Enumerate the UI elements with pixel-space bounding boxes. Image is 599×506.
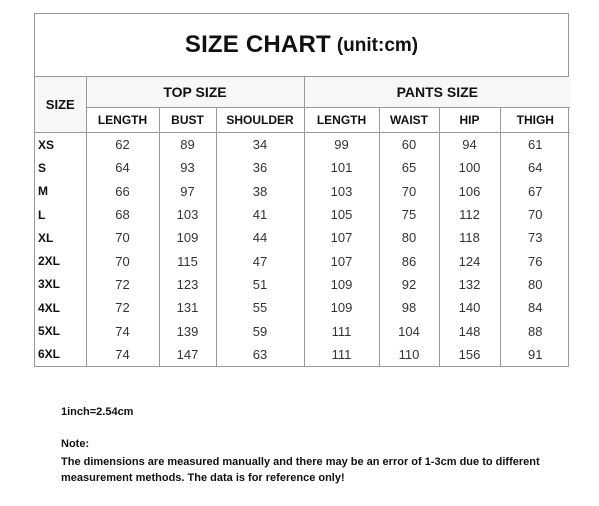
size-label-cell: S <box>38 160 47 175</box>
size-chart <box>34 13 569 367</box>
header-size: SIZE <box>35 77 86 133</box>
top-length-cell: 68 <box>86 203 159 226</box>
header-pants-thigh: THIGH <box>500 108 570 133</box>
pants-thigh-cell: 84 <box>500 296 570 319</box>
inch-conversion-note: 1inch=2.54cm <box>61 406 134 418</box>
top-shoulder-cell: 47 <box>216 249 304 272</box>
pants-waist-cell: 92 <box>379 273 439 296</box>
top-bust-cell: 109 <box>159 226 216 249</box>
top-shoulder-cell: 34 <box>216 133 304 157</box>
header-pants-length: LENGTH <box>304 108 379 133</box>
table-row <box>35 180 570 203</box>
top-shoulder-cell: 44 <box>216 226 304 249</box>
top-bust-cell: 147 <box>159 343 216 366</box>
table-row <box>35 156 570 179</box>
pants-length-cell: 109 <box>304 273 379 296</box>
table-row <box>35 203 570 226</box>
pants-waist-cell: 110 <box>379 343 439 366</box>
top-length-cell: 74 <box>86 319 159 342</box>
top-bust-cell: 103 <box>159 203 216 226</box>
header-top-shoulder: SHOULDER <box>216 108 304 133</box>
size-label-cell: 6XL <box>38 347 61 362</box>
pants-length-cell: 103 <box>304 180 379 203</box>
chart-title-unit: (unit:cm) <box>336 35 419 56</box>
pants-hip-cell: 100 <box>439 156 500 179</box>
pants-hip-cell: 156 <box>439 343 500 366</box>
top-shoulder-cell: 41 <box>216 203 304 226</box>
pants-thigh-cell: 76 <box>500 249 570 272</box>
size-table <box>35 77 570 366</box>
pants-thigh-cell: 80 <box>500 273 570 296</box>
table-row <box>35 273 570 296</box>
table-row <box>35 226 570 249</box>
pants-length-cell: 107 <box>304 249 379 272</box>
table-row <box>35 249 570 272</box>
pants-waist-cell: 70 <box>379 180 439 203</box>
table-row <box>35 343 570 366</box>
pants-waist-cell: 65 <box>379 156 439 179</box>
top-length-cell: 62 <box>86 133 159 157</box>
pants-thigh-cell: 73 <box>500 226 570 249</box>
top-length-cell: 70 <box>86 249 159 272</box>
pants-thigh-cell: 67 <box>500 180 570 203</box>
top-length-cell: 72 <box>86 273 159 296</box>
top-length-cell: 72 <box>86 296 159 319</box>
pants-thigh-cell: 88 <box>500 319 570 342</box>
size-label-cell: 2XL <box>38 254 61 269</box>
table-row <box>35 296 570 319</box>
header-top-size: TOP SIZE <box>86 77 304 108</box>
top-length-cell: 64 <box>86 156 159 179</box>
top-bust-cell: 93 <box>159 156 216 179</box>
pants-length-cell: 105 <box>304 203 379 226</box>
chart-title-main: SIZE CHART <box>184 31 331 58</box>
table-row <box>35 319 570 342</box>
pants-length-cell: 109 <box>304 296 379 319</box>
pants-length-cell: 107 <box>304 226 379 249</box>
pants-waist-cell: 104 <box>379 319 439 342</box>
header-top-bust: BUST <box>159 108 216 133</box>
note-label: Note: <box>61 438 90 450</box>
pants-thigh-cell: 70 <box>500 203 570 226</box>
pants-thigh-cell: 61 <box>500 133 570 157</box>
pants-hip-cell: 118 <box>439 226 500 249</box>
pants-waist-cell: 75 <box>379 203 439 226</box>
pants-waist-cell: 86 <box>379 249 439 272</box>
size-label-cell: XS <box>38 137 55 152</box>
top-shoulder-cell: 38 <box>216 180 304 203</box>
size-label-cell: XL <box>38 230 54 245</box>
size-label-cell: M <box>38 184 48 199</box>
top-shoulder-cell: 55 <box>216 296 304 319</box>
pants-length-cell: 101 <box>304 156 379 179</box>
top-length-cell: 66 <box>86 180 159 203</box>
pants-hip-cell: 140 <box>439 296 500 319</box>
top-bust-cell: 97 <box>159 180 216 203</box>
top-shoulder-cell: 36 <box>216 156 304 179</box>
top-bust-cell: 123 <box>159 273 216 296</box>
header-pants-size: PANTS SIZE <box>304 77 570 108</box>
pants-length-cell: 111 <box>304 319 379 342</box>
pants-thigh-cell: 64 <box>500 156 570 179</box>
top-length-cell: 74 <box>86 343 159 366</box>
pants-hip-cell: 132 <box>439 273 500 296</box>
pants-length-cell: 111 <box>304 343 379 366</box>
top-bust-cell: 139 <box>159 319 216 342</box>
pants-hip-cell: 124 <box>439 249 500 272</box>
size-label-cell: L <box>38 207 46 222</box>
pants-hip-cell: 106 <box>439 180 500 203</box>
top-shoulder-cell: 51 <box>216 273 304 296</box>
pants-waist-cell: 98 <box>379 296 439 319</box>
pants-hip-cell: 94 <box>439 133 500 157</box>
top-length-cell: 70 <box>86 226 159 249</box>
size-table-body <box>35 133 570 366</box>
top-bust-cell: 131 <box>159 296 216 319</box>
size-label-cell: 5XL <box>38 324 61 339</box>
header-top-length: LENGTH <box>86 108 159 133</box>
top-shoulder-cell: 63 <box>216 343 304 366</box>
top-bust-cell: 89 <box>159 133 216 157</box>
pants-waist-cell: 80 <box>379 226 439 249</box>
pants-waist-cell: 60 <box>379 133 439 157</box>
top-shoulder-cell: 59 <box>216 319 304 342</box>
note-text: The dimensions are measured manually and there may be an error of 1-3cm due to different measurement methods. The data is for reference only! <box>61 456 540 484</box>
table-row <box>35 133 570 157</box>
pants-length-cell: 99 <box>304 133 379 157</box>
top-bust-cell: 115 <box>159 249 216 272</box>
pants-hip-cell: 148 <box>439 319 500 342</box>
header-pants-hip: HIP <box>439 108 500 133</box>
pants-thigh-cell: 91 <box>500 343 570 366</box>
chart-title <box>35 14 568 77</box>
size-label-cell: 4XL <box>38 300 61 315</box>
header-pants-waist: WAIST <box>379 108 439 133</box>
pants-hip-cell: 112 <box>439 203 500 226</box>
size-label-cell: 3XL <box>38 277 61 292</box>
